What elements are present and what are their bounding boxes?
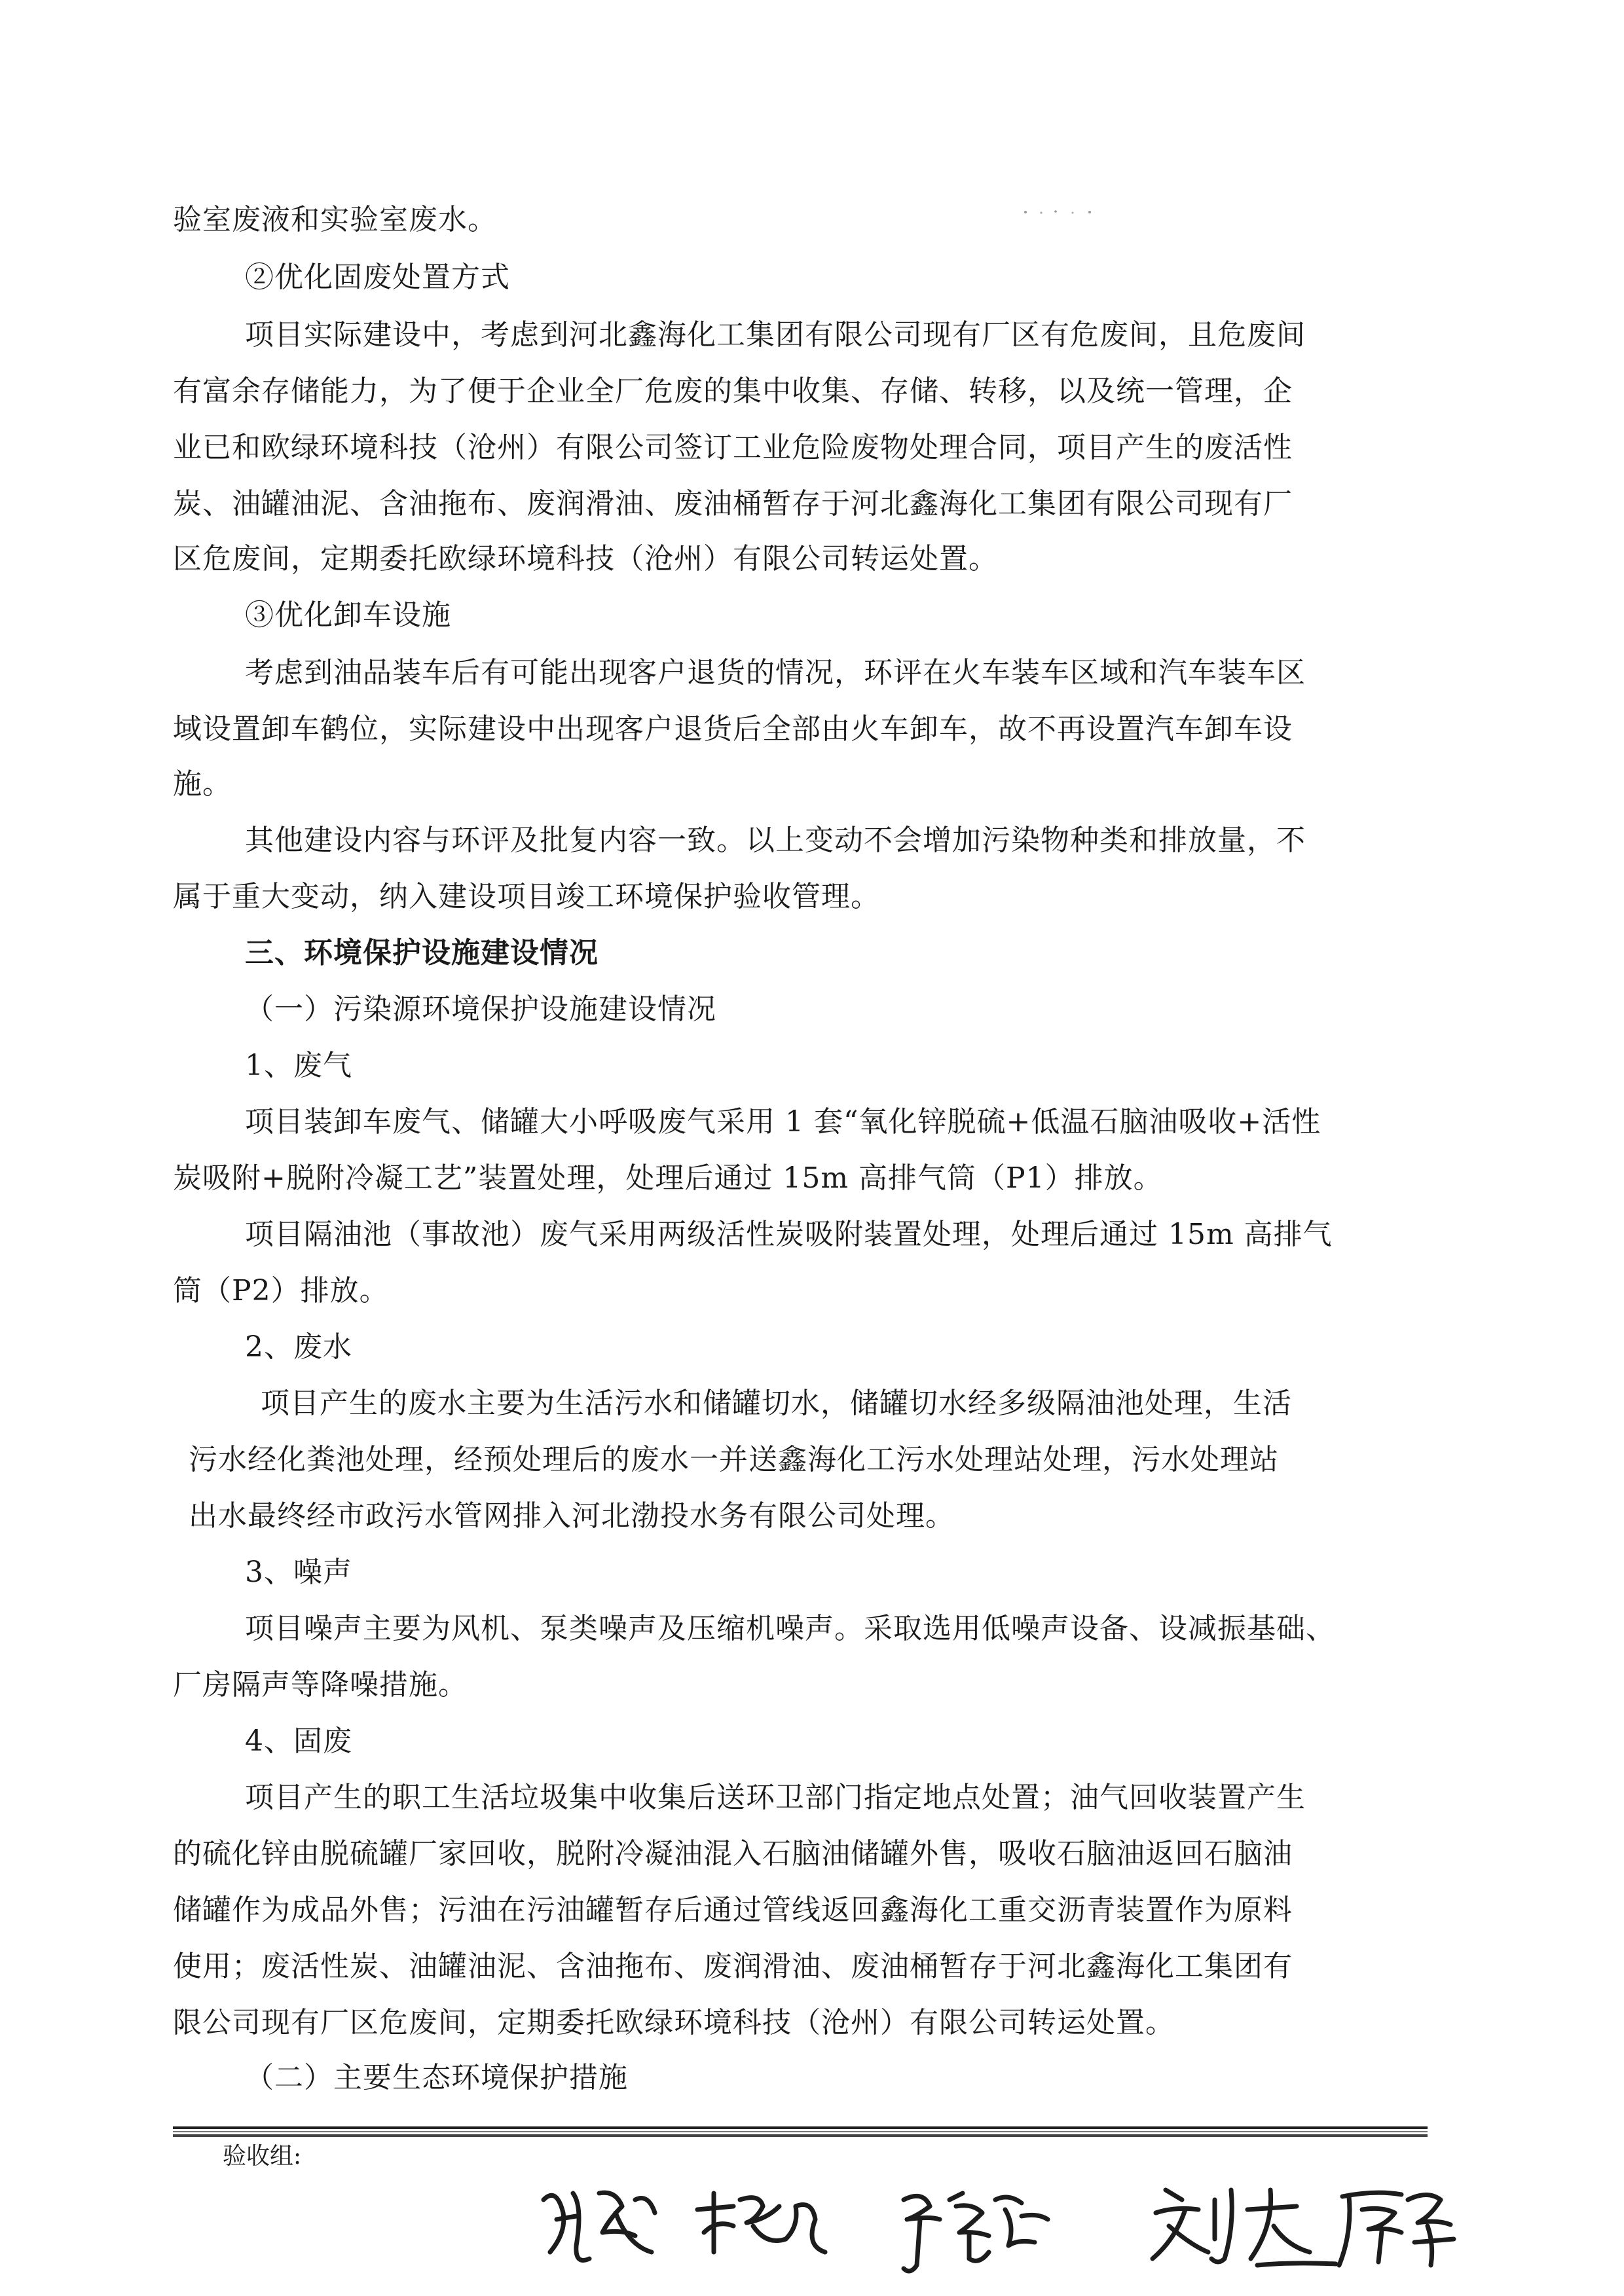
signature-4 (1153, 2190, 1336, 2265)
paragraph-line: 储罐作为成品外售；污油在污油罐暂存后通过管线返回鑫海化工重交沥青装置作为原料 (173, 1893, 1293, 1927)
subheading: 1、废气 (245, 1049, 352, 1082)
signature-1 (544, 2193, 655, 2260)
paragraph-line: 污水经化粪池处理，经预处理后的废水一并送鑫海化工污水处理站处理，污水处理站 (189, 1443, 1279, 1476)
signature-2 (697, 2193, 825, 2252)
subheading: ③优化卸车设施 (245, 598, 451, 632)
subheading: ②优化固废处置方式 (245, 261, 510, 294)
paragraph-line: 属于重大变动，纳入建设项目竣工环境保护验收管理。 (173, 880, 880, 913)
paragraph-line: 厂房隔声等降噪措施。 (173, 1668, 468, 1702)
paragraph-line: 项目产生的废水主要为生活污水和储罐切水，储罐切水经多级隔油池处理，生活 (261, 1387, 1292, 1420)
handwritten-signatures (537, 2154, 1467, 2285)
paragraph-line: 项目装卸车废气、储罐大小呼吸废气采用 1 套“氧化锌脱硫+低温石脑油吸收+活性 (245, 1105, 1321, 1139)
paragraph-line: 其他建设内容与环评及批复内容一致。以上变动不会增加污染物种类和排放量，不 (245, 824, 1306, 857)
paragraph-line: 项目隔油池（事故池）废气采用两级活性炭吸附装置处理，处理后通过 15m 高排气 (245, 1218, 1333, 1251)
paragraph-line: 区危废间，定期委托欧绿环境科技（沧州）有限公司转运处置。 (173, 542, 998, 575)
paragraph-line: 炭吸附+脱附冷凝工艺”装置处理，处理后通过 15m 高排气筒（P1）排放。 (173, 1161, 1163, 1195)
paragraph-line: 限公司现有厂区危废间，定期委托欧绿环境科技（沧州）有限公司转运处置。 (173, 2006, 1175, 2039)
paragraph-line: 的硫化锌由脱硫罐厂家回收，脱附冷凝油混入石脑油储罐外售，吸收石脑油返回石脑油 (173, 1837, 1293, 1870)
paragraph-line: 业已和欧绿环境科技（沧州）有限公司签订工业危险废物处理合同，项目产生的废活性 (173, 431, 1293, 464)
subheading: 3、噪声 (245, 1556, 352, 1589)
paragraph-line: 使用；废活性炭、油罐油泥、含油拖布、废润滑油、废油桶暂存于河北鑫海化工集团有 (173, 1950, 1293, 1983)
paragraph-line: 炭、油罐油泥、含油拖布、废润滑油、废油桶暂存于河北鑫海化工集团有限公司现有厂 (173, 487, 1293, 520)
scan-specks (1022, 207, 1100, 217)
subsection-heading: （二）主要生态环境保护措施 (245, 2061, 628, 2094)
paragraph-line: 筒（P2）排放。 (173, 1274, 389, 1307)
signature-5 (1339, 2193, 1454, 2265)
paragraph-line: 施。 (173, 767, 232, 801)
paragraph-line: 项目实际建设中，考虑到河北鑫海化工集团有限公司现有厂区有危废间，且危废间 (245, 318, 1306, 352)
subheading: 4、固废 (245, 1724, 352, 1758)
signature-3 (904, 2193, 1048, 2271)
subsection-heading: （一）污染源环境保护设施建设情况 (245, 993, 716, 1026)
footer-label: 验收组: (223, 2143, 302, 2170)
section-heading: 三、环境保护设施建设情况 (245, 936, 599, 970)
paragraph-line: 项目产生的职工生活垃圾集中收集后送环卫部门指定地点处置；油气回收装置产生 (245, 1781, 1306, 1814)
paragraph-line: 考虑到油品装车后有可能出现客户退货的情况，环评在火车装车区域和汽车装车区 (245, 656, 1306, 689)
subheading: 2、废水 (245, 1330, 352, 1364)
paragraph-line: 验室废液和实验室废水。 (173, 203, 497, 236)
paragraph-line: 域设置卸车鹤位，实际建设中出现客户退货后全部由火车卸车，故不再设置汽车卸车设 (173, 712, 1293, 746)
footer-divider-inner (173, 2131, 1428, 2132)
paragraph-line: 项目噪声主要为风机、泵类噪声及压缩机噪声。采取选用低噪声设备、设减振基础、 (245, 1612, 1335, 1645)
paragraph-line: 出水最终经市政污水管网排入河北渤投水务有限公司处理。 (189, 1499, 955, 1533)
paragraph-line: 有富余存储能力，为了便于企业全厂危废的集中收集、存储、转移，以及统一管理，企 (173, 374, 1293, 408)
